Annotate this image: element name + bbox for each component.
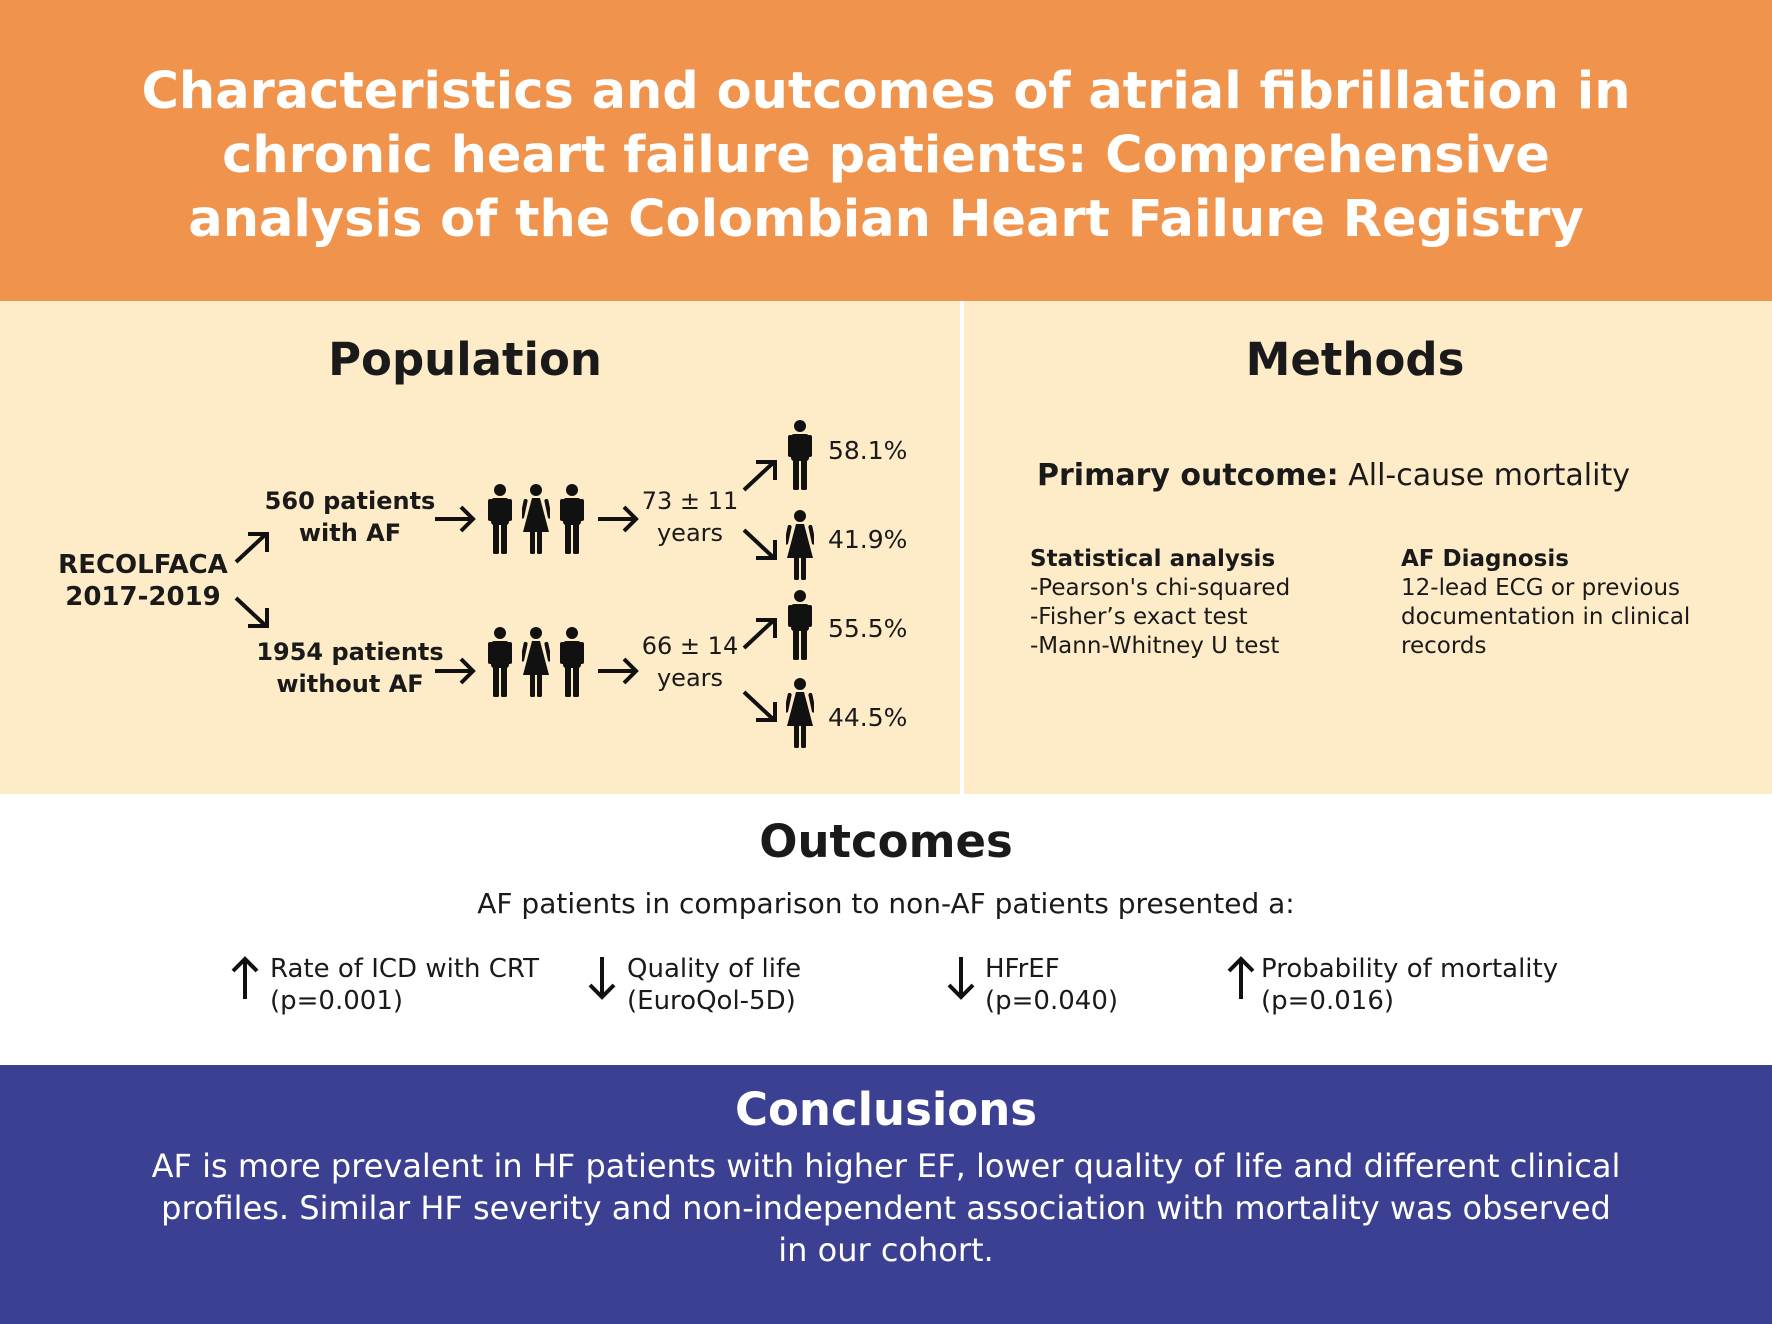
conclusions-text: AF is more prevalent in HF patients with higher EF, lower quality of life and different clinical profiles. Similar HF severity and non-independent association with mortality was observed in our cohort. [151,1147,1621,1269]
arrow-down-icon [946,955,976,1001]
panel-divider [960,301,964,794]
outcome-label: HFrEF [985,954,1060,984]
arrow-icon-down-right [740,526,780,562]
arrow-icon-down-right [232,594,272,630]
man-icon [788,420,812,490]
woman-icon [786,678,814,748]
outcome-detail: (EuroQol-5D) [627,986,796,1016]
arrow-down-icon [587,955,617,1001]
stats-item: -Fisher’s exact test [1030,604,1248,630]
stats-item: -Mann-Whitney U test [1030,633,1280,659]
people-group-icon [488,484,584,554]
outcome-item [1261,953,1558,1017]
af-age: 73 ± 11 years [641,487,739,547]
non-af-age: 66 ± 14 years [641,632,739,692]
outcomes-subtitle: AF patients in comparison to non-AF patients presented a: [477,887,1295,920]
outcome-label: Quality of life [627,954,802,984]
people-group-icon [488,627,584,697]
arrow-icon-up-right [740,458,780,494]
primary-outcome [1037,458,1630,493]
primary-outcome-label: Primary outcome: [1037,458,1339,493]
header-banner [0,0,1772,301]
conclusions-title: Conclusions [734,1083,1038,1136]
primary-outcome-value: All-cause mortality [1348,458,1630,493]
page-title: Characteristics and outcomes of atrial fibrillation in chronic heart failure patients: Comprehensive analysis of the Colombian Heart Failure Registry [141,62,1631,249]
outcome-detail: (p=0.040) [985,986,1119,1016]
registry-label: RECOLFACA 2017-2019 [58,550,228,612]
diag-title: AF Diagnosis [1401,546,1569,572]
af-group-label: 560 patients with AF [264,487,436,547]
outcome-item [985,953,1118,1017]
arrow-up-icon [230,955,260,1001]
outcomes-title: Outcomes [759,815,1013,868]
af-diagnosis [1401,545,1690,661]
diag-text: 12-lead ECG or previous documentation in clinical records [1401,575,1691,659]
outcome-label: Probability of mortality [1261,954,1559,984]
arrow-icon-right [433,504,477,534]
outcome-item [270,953,539,1017]
af-female-pct: 41.9% [828,525,908,554]
non-af-group-label: 1954 patients without AF [256,638,444,698]
outcome-label: Rate of ICD with CRT [270,954,539,984]
stats-title: Statistical analysis [1030,546,1276,572]
man-icon [788,590,812,660]
stats-item: -Pearson's chi-squared [1030,575,1291,601]
arrow-up-icon [1226,955,1256,1001]
arrow-icon-right [596,504,640,534]
arrow-icon-down-right [740,688,780,724]
outcome-detail: (p=0.001) [270,986,404,1016]
outcome-item [627,953,801,1017]
arrow-icon-up-right [740,616,780,652]
non-af-male-pct: 55.5% [828,614,908,643]
population-title: Population [328,333,602,386]
methods-title: Methods [1245,333,1465,386]
outcome-detail: (p=0.016) [1261,986,1395,1016]
woman-icon [786,510,814,580]
arrow-icon-right [596,656,640,686]
af-male-pct: 58.1% [828,436,908,465]
arrow-icon-right [433,656,477,686]
statistical-analysis [1030,545,1290,661]
non-af-female-pct: 44.5% [828,703,908,732]
